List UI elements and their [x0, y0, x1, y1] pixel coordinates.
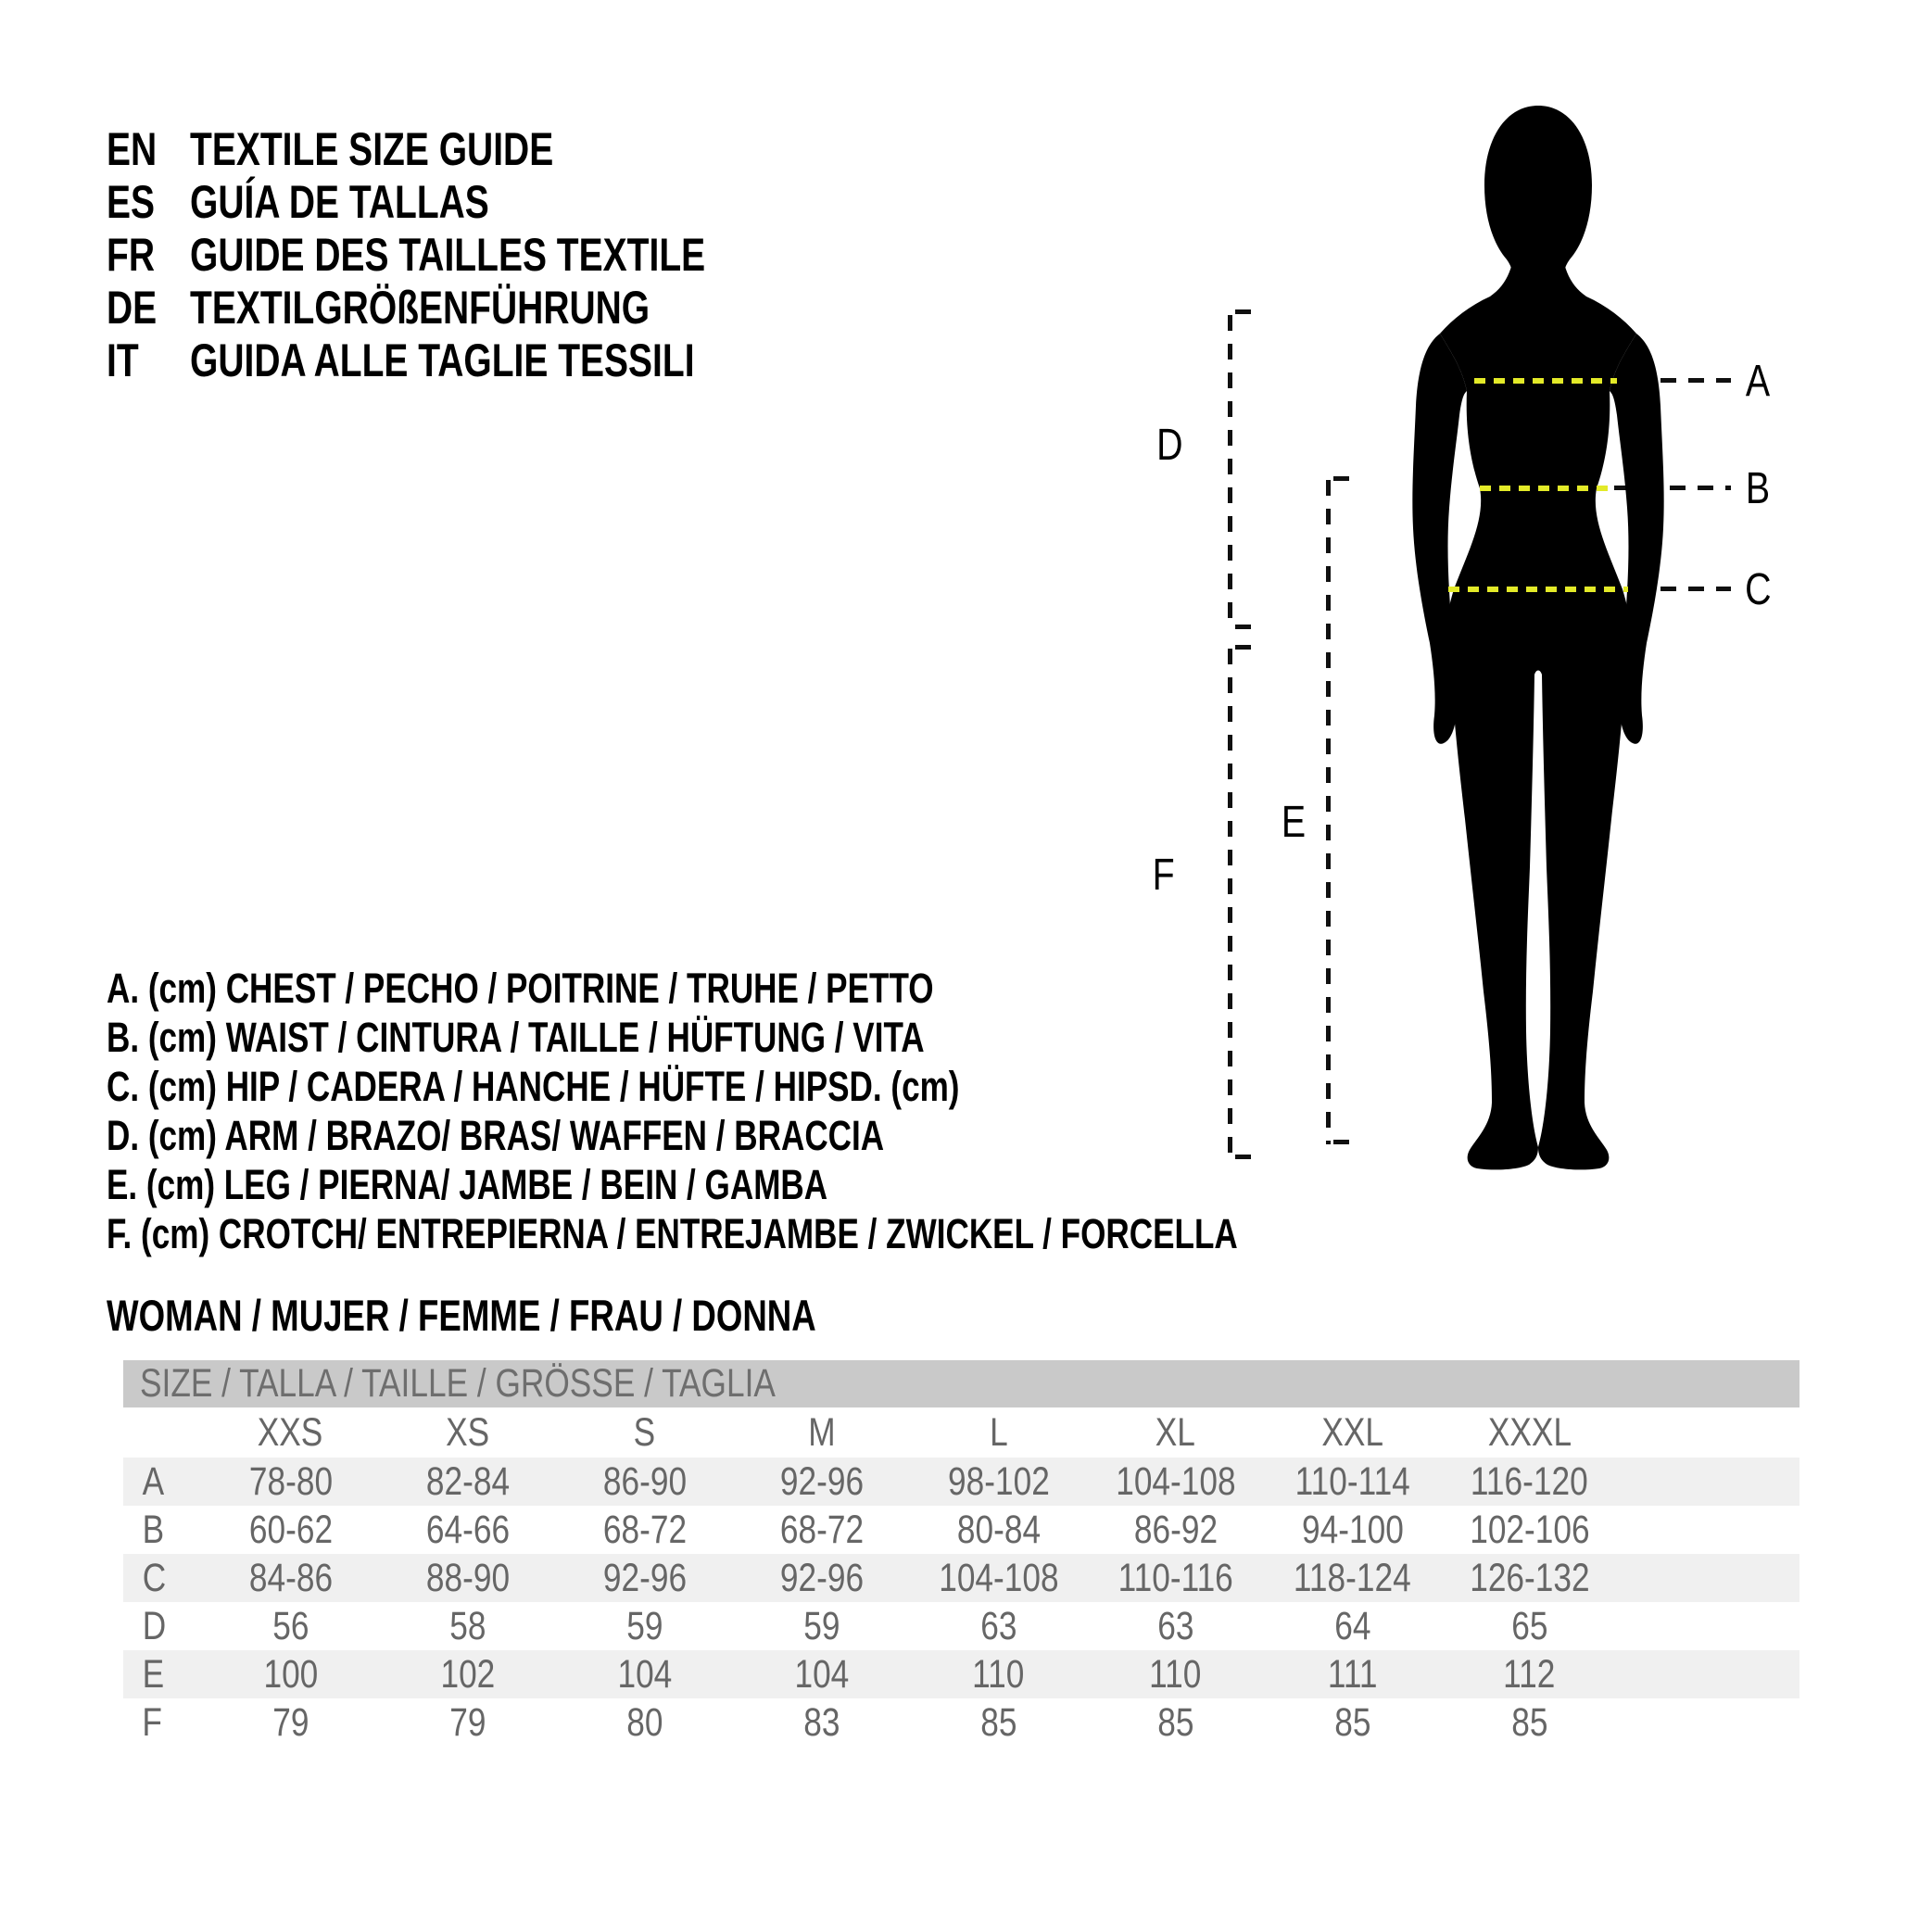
size-table [123, 1360, 1799, 1747]
cell: 80-84 [956, 1507, 1041, 1552]
cell: 111 [1327, 1651, 1378, 1697]
cell: 102 [440, 1651, 495, 1697]
row-label: B [142, 1507, 165, 1552]
cell: 104-108 [938, 1555, 1059, 1600]
cell: 80 [625, 1699, 663, 1745]
language-line-en [0, 122, 834, 176]
size-col-xxxl: XXXL [1487, 1409, 1572, 1455]
cell: 104-108 [1115, 1458, 1236, 1504]
row-label: E [142, 1651, 165, 1697]
arm-measure-line [1228, 315, 1232, 630]
cell: 68-72 [602, 1507, 687, 1552]
measure-desc-chest: A. (cm) CHEST / PECHO / POITRINE / TRUHE / PETTO [107, 965, 934, 1012]
cell: 110 [1149, 1651, 1202, 1697]
table-row-chest [123, 1458, 1799, 1506]
cell: 85 [979, 1699, 1017, 1745]
cell: 112 [1503, 1651, 1556, 1697]
arm-measure-top-tick [1235, 309, 1251, 314]
row-label: C [142, 1555, 167, 1600]
cell: 84-86 [248, 1555, 333, 1600]
leg-measure-bottom-tick [1333, 1140, 1349, 1144]
size-columns-row [123, 1407, 1799, 1458]
cell: 88-90 [425, 1555, 510, 1600]
silhouette-body [1440, 237, 1636, 1169]
crotch-measure-top-tick [1235, 645, 1251, 650]
cell: 92-96 [779, 1458, 864, 1504]
cell: 63 [979, 1603, 1017, 1648]
chest-dash-line [1474, 378, 1617, 384]
label-arm: D [1155, 421, 1183, 470]
size-col-xxl: XXL [1321, 1409, 1383, 1455]
cell: 116-120 [1471, 1458, 1588, 1504]
crotch-measure-bottom-tick [1235, 1155, 1251, 1159]
cell: 110 [972, 1651, 1025, 1697]
label-hip: C [1744, 565, 1772, 614]
language-title: TEXTILGRÖßENFÜHRUNG [190, 282, 650, 334]
cell: 104 [617, 1651, 672, 1697]
language-code: EN [107, 123, 158, 175]
cell: 110-116 [1118, 1555, 1233, 1600]
size-table-title: SIZE / TALLA / TAILLE / GRÖSSE / TAGLIA [140, 1361, 776, 1406]
language-code: DE [107, 282, 158, 334]
size-table-header-bar [123, 1360, 1799, 1407]
cell: 118-124 [1294, 1555, 1411, 1600]
cell: 78-80 [248, 1458, 333, 1504]
size-col-xs: XS [445, 1409, 490, 1455]
language-line-fr [0, 228, 834, 282]
cell: 59 [802, 1603, 840, 1648]
measure-desc-crotch: F. (cm) CROTCH/ ENTREPIERNA / ENTREJAMBE / ZWICKEL / FORCELLA [107, 1210, 1238, 1257]
cell: 86-92 [1133, 1507, 1218, 1552]
size-col-xxs: XXS [258, 1409, 323, 1455]
cell: 126-132 [1469, 1555, 1590, 1600]
size-col-m: M [807, 1409, 836, 1455]
cell: 83 [802, 1699, 840, 1745]
cell: 64 [1333, 1603, 1371, 1648]
cell: 59 [625, 1603, 663, 1648]
measure-desc-hip: C. (cm) HIP / CADERA / HANCHE / HÜFTE / HIPSD. (cm) [107, 1063, 960, 1110]
language-title: GUIDA ALLE TAGLIE TESSILI [190, 334, 695, 386]
hip-dash-line [1448, 587, 1628, 592]
size-col-xl: XL [1155, 1409, 1196, 1455]
cell: 79 [271, 1699, 309, 1745]
size-col-s: S [633, 1409, 656, 1455]
label-chest: A [1745, 357, 1771, 406]
cell: 102-106 [1469, 1507, 1590, 1552]
language-title: GUIDE DES TAILLES TEXTILE [190, 229, 706, 281]
cell: 64-66 [425, 1507, 510, 1552]
language-line-it [0, 334, 834, 387]
language-code: IT [107, 334, 139, 386]
cell: 85 [1510, 1699, 1548, 1745]
measure-desc-leg: E. (cm) LEG / PIERNA/ JAMBE / BEIN / GAMBA [107, 1161, 828, 1208]
row-label: A [142, 1458, 165, 1504]
arm-measure-bottom-tick [1235, 625, 1251, 629]
crotch-measure-line [1228, 649, 1232, 1158]
measure-desc-waist: B. (cm) WAIST / CINTURA / TAILLE / HÜFTUNG / VITA [107, 1014, 925, 1061]
cell: 100 [263, 1651, 318, 1697]
measure-desc-arm: D. (cm) ARM / BRAZO/ BRAS/ WAFFEN / BRACCIA [107, 1112, 885, 1159]
table-row-arm [123, 1602, 1799, 1650]
label-waist: B [1745, 464, 1771, 513]
cell: 104 [794, 1651, 849, 1697]
cell: 82-84 [425, 1458, 510, 1504]
language-code: FR [107, 229, 155, 281]
cell: 94-100 [1301, 1507, 1404, 1552]
label-leg: E [1281, 798, 1307, 847]
table-row-hip [123, 1554, 1799, 1602]
waist-dash-line [1480, 486, 1608, 491]
cell: 110-114 [1294, 1458, 1410, 1504]
cell: 98-102 [947, 1458, 1050, 1504]
label-crotch: F [1152, 851, 1176, 900]
table-row-leg [123, 1650, 1799, 1698]
cell: 86-90 [602, 1458, 687, 1504]
language-title: TEXTILE SIZE GUIDE [190, 123, 554, 175]
leg-measure-top-tick [1333, 476, 1349, 481]
cell: 56 [271, 1603, 309, 1648]
size-col-l: L [989, 1409, 1008, 1455]
gender-heading: WOMAN / MUJER / FEMME / FRAU / DONNA [107, 1291, 816, 1340]
cell: 58 [448, 1603, 486, 1648]
leg-measure-line [1326, 480, 1331, 1144]
cell: 65 [1510, 1603, 1548, 1648]
language-line-de [0, 281, 834, 334]
table-row-crotch [123, 1698, 1799, 1747]
cell: 60-62 [248, 1507, 333, 1552]
table-row-waist [123, 1506, 1799, 1554]
cell: 85 [1333, 1699, 1371, 1745]
cell: 92-96 [602, 1555, 687, 1600]
cell: 92-96 [779, 1555, 864, 1600]
language-title: GUÍA DE TALLAS [190, 176, 489, 228]
row-label: D [142, 1603, 167, 1648]
cell: 63 [1156, 1603, 1194, 1648]
cell: 68-72 [779, 1507, 864, 1552]
row-label: F [142, 1699, 162, 1745]
cell: 79 [448, 1699, 486, 1745]
language-line-es [0, 175, 834, 229]
cell: 85 [1156, 1699, 1194, 1745]
woman-silhouette [1381, 100, 1696, 1175]
language-code: ES [107, 176, 156, 228]
